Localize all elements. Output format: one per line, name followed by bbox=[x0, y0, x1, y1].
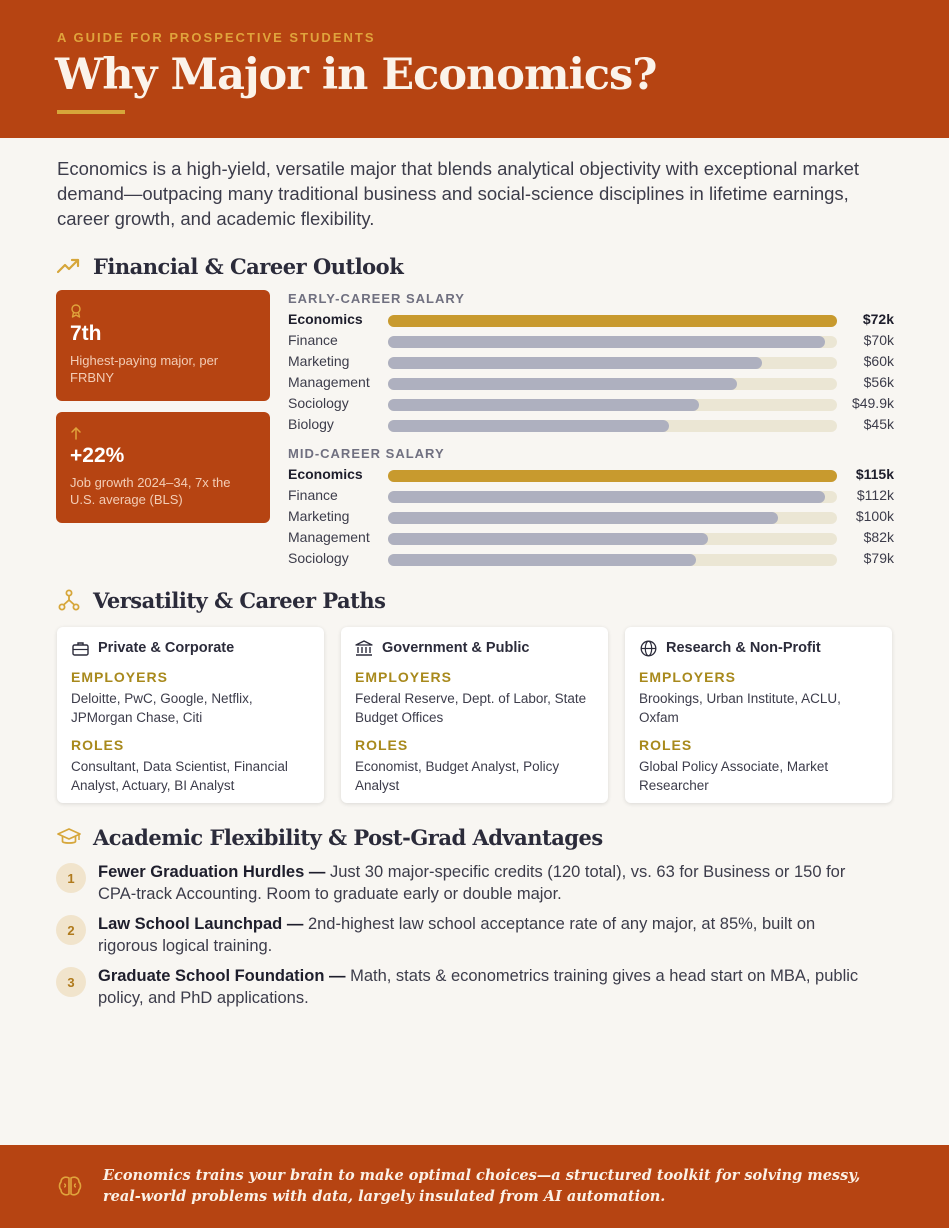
footer-quote: Economics trains your brain to make optimal choices—a structured toolkit for solving messy, real-world problems with data, largely insulated from AI automation. bbox=[103, 1167, 861, 1205]
bar-category-label: Management bbox=[288, 529, 370, 545]
bar-row bbox=[288, 310, 894, 331]
bar-track bbox=[388, 315, 837, 327]
graduation-cap-icon bbox=[57, 825, 81, 849]
employers-list: Deloitte, PwC, Google, Netflix, JPMorgan Chase, Citi bbox=[71, 691, 253, 725]
financial-section-heading bbox=[57, 251, 403, 281]
roles-list: Global Policy Associate, Market Researcher bbox=[639, 759, 829, 793]
academic-section-heading bbox=[57, 822, 603, 852]
bar-value-label: $45k bbox=[863, 416, 894, 432]
bar-track bbox=[388, 336, 837, 348]
bar-category-label: Sociology bbox=[288, 550, 349, 566]
employers-label: EMPLOYERS bbox=[639, 669, 736, 685]
financial-section-title: Financial & Career Outlook bbox=[93, 253, 404, 279]
list-item-number: 3 bbox=[56, 967, 86, 997]
bar-value-label: $60k bbox=[863, 353, 894, 369]
bar bbox=[388, 336, 825, 348]
bar-value-label: $79k bbox=[863, 550, 894, 566]
stat-label-rank: Highest-paying major, per FRBNY bbox=[70, 353, 219, 385]
versatility-section-title: Versatility & Career Paths bbox=[93, 587, 386, 613]
globe-icon bbox=[639, 639, 657, 657]
bar-category-label: Economics bbox=[288, 311, 363, 327]
path-card-private bbox=[57, 627, 324, 803]
employers-label: EMPLOYERS bbox=[71, 669, 168, 685]
versatility-section-heading bbox=[57, 585, 385, 615]
award-icon bbox=[70, 304, 256, 318]
mid-career-chart-title: MID-CAREER SALARY bbox=[288, 446, 445, 461]
stat-label-growth: Job growth 2024–34, 7x the U.S. average (BLS) bbox=[70, 475, 231, 507]
bar-value-label: $100k bbox=[855, 508, 894, 524]
arrow-up-icon bbox=[70, 426, 256, 440]
path-title-government: Government & Public bbox=[382, 640, 530, 656]
bar bbox=[388, 554, 696, 566]
bar-track bbox=[388, 378, 837, 390]
bar bbox=[388, 357, 762, 369]
bar-row bbox=[288, 507, 894, 528]
bar bbox=[388, 378, 737, 390]
path-card-government bbox=[341, 627, 608, 803]
path-card-research bbox=[625, 627, 892, 803]
employers-list: Brookings, Urban Institute, ACLU, Oxfam bbox=[639, 691, 841, 725]
roles-label: ROLES bbox=[355, 737, 409, 753]
path-title-research: Research & Non-Profit bbox=[666, 640, 821, 656]
bar-category-label: Economics bbox=[288, 466, 363, 482]
bar-row bbox=[288, 549, 894, 570]
intro-paragraph: Economics is a high-yield, versatile major that blends analytical objectivity with exceptional market demand—outpacing many traditional business and social-science disciplines in lifetime earnings, career growth, and academic flexibility. bbox=[57, 158, 860, 229]
stat-card-growth bbox=[56, 412, 270, 523]
branch-icon bbox=[57, 588, 81, 612]
roles-list: Consultant, Data Scientist, Financial Analyst, Actuary, BI Analyst bbox=[71, 759, 288, 793]
stat-card-rank bbox=[56, 290, 270, 401]
trending-up-icon bbox=[57, 254, 81, 278]
list-item-number: 2 bbox=[56, 915, 86, 945]
path-title-private: Private & Corporate bbox=[98, 640, 235, 656]
bar bbox=[388, 420, 669, 432]
bar-track bbox=[388, 420, 837, 432]
list-item-text bbox=[98, 861, 878, 905]
title-underline bbox=[57, 110, 125, 114]
bar-track bbox=[388, 512, 837, 524]
stat-value-rank: 7th bbox=[70, 322, 102, 345]
bar-category-label: Finance bbox=[288, 332, 338, 348]
bar-track bbox=[388, 533, 837, 545]
list-item-body: 2nd-highest law school acceptance rate of any major, at 85%, built on rigorous logical training. bbox=[98, 915, 816, 955]
bar-category-label: Sociology bbox=[288, 395, 349, 411]
bar-value-label: $112k bbox=[856, 487, 894, 503]
bar-row bbox=[288, 415, 894, 436]
stat-value-growth: +22% bbox=[70, 444, 125, 467]
list-item-title: Fewer Graduation Hurdles — bbox=[98, 863, 326, 881]
bar-track bbox=[388, 357, 837, 369]
bar-row bbox=[288, 352, 894, 373]
bar-category-label: Management bbox=[288, 374, 370, 390]
bar-value-label: $70k bbox=[863, 332, 894, 348]
employers-label: EMPLOYERS bbox=[355, 669, 452, 685]
bar-category-label: Marketing bbox=[288, 353, 350, 369]
list-item-body: Math, stats & econometrics training gives a head start on MBA, public policy, and PhD applications. bbox=[98, 967, 859, 1007]
bar-value-label: $82k bbox=[863, 529, 894, 545]
list-item-text bbox=[98, 965, 878, 1009]
bar-row bbox=[288, 465, 894, 486]
bar-category-label: Biology bbox=[288, 416, 334, 432]
bar bbox=[388, 399, 699, 411]
roles-label: ROLES bbox=[639, 737, 693, 753]
government-building-icon bbox=[355, 639, 373, 657]
bar-row bbox=[288, 486, 894, 507]
bar-track bbox=[388, 491, 837, 503]
bar-category-label: Marketing bbox=[288, 508, 350, 524]
bar-value-label: $49.9k bbox=[851, 395, 894, 411]
page-title: Why Major in Economics? bbox=[55, 50, 657, 100]
briefcase-icon bbox=[71, 639, 89, 657]
bar bbox=[388, 533, 708, 545]
bar bbox=[388, 491, 825, 503]
list-item-title: Law School Launchpad — bbox=[98, 915, 304, 933]
bar-row bbox=[288, 331, 894, 352]
bar-row bbox=[288, 394, 894, 415]
employers-list: Federal Reserve, Dept. of Labor, State Budget Offices bbox=[355, 691, 587, 725]
bar-value-label: $115k bbox=[855, 466, 894, 482]
roles-list: Economist, Budget Analyst, Policy Analyst bbox=[355, 759, 560, 793]
bar-track bbox=[388, 554, 837, 566]
header-banner bbox=[0, 0, 949, 138]
bar-row bbox=[288, 373, 894, 394]
footer-banner bbox=[0, 1145, 949, 1228]
early-career-chart-title: EARLY-CAREER SALARY bbox=[288, 291, 465, 306]
bar bbox=[388, 470, 837, 482]
bar bbox=[388, 512, 778, 524]
brain-icon bbox=[58, 1175, 82, 1199]
list-item-text bbox=[98, 913, 878, 957]
bar bbox=[388, 315, 837, 327]
roles-label: ROLES bbox=[71, 737, 125, 753]
bar-category-label: Finance bbox=[288, 487, 338, 503]
list-item-title: Graduate School Foundation — bbox=[98, 967, 346, 985]
academic-section-title: Academic Flexibility & Post-Grad Advantages bbox=[93, 824, 603, 850]
list-item-number: 1 bbox=[56, 863, 86, 893]
bar-value-label: $56k bbox=[863, 374, 894, 390]
header-kicker: A GUIDE FOR PROSPECTIVE STUDENTS bbox=[57, 30, 376, 45]
bar-track bbox=[388, 470, 837, 482]
bar-value-label: $72k bbox=[862, 311, 894, 327]
bar-track bbox=[388, 399, 837, 411]
list-item-body: Just 30 major-specific credits (120 total), vs. 63 for Business or 150 for CPA-track Accounting. Room to graduate early or double major. bbox=[98, 863, 846, 903]
bar-row bbox=[288, 528, 894, 549]
